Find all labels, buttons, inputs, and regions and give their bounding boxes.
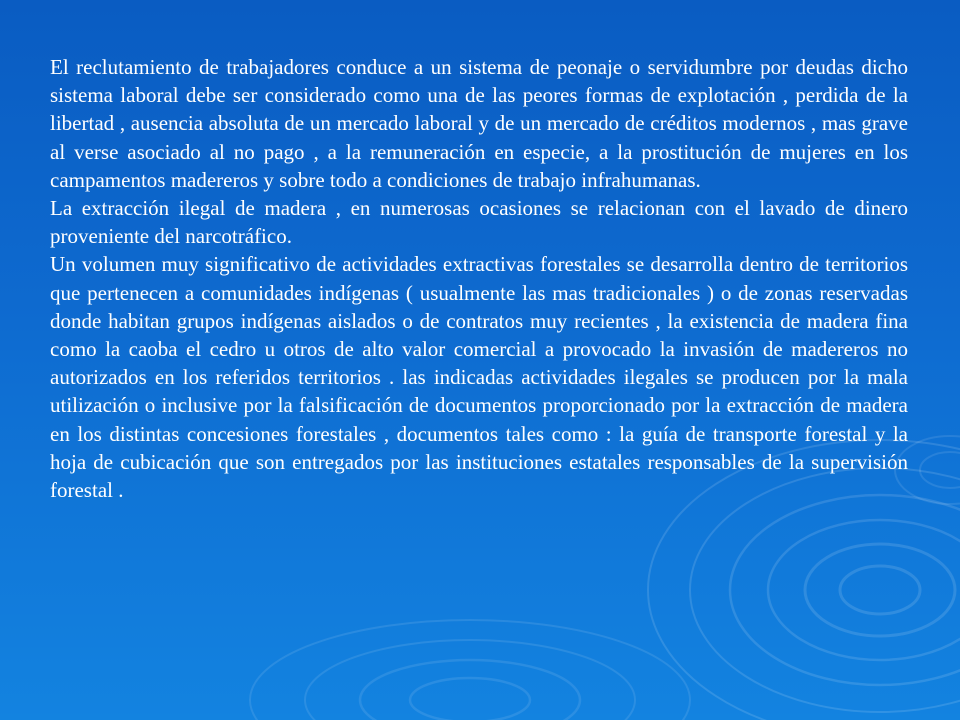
ripple-rings-center <box>250 620 690 720</box>
body-text <box>50 53 908 504</box>
paragraph-1: El reclutamiento de trabajadores conduce a un sistema de peonaje o servidumbre por deudas dicho sistema laboral debe ser considerado como una de las peores formas de explotación , perdida de la libertad , ausencia absoluta de un mercado laboral y de un mercado de créditos modernos , mas grave al verse asociado al no pago , a la remuneración en especie, a la prostitución de mujeres en los campamentos madereros y sobre todo a condiciones de trabajo infrahumanas. <box>50 55 908 192</box>
paragraph-2: La extracción ilegal de madera , en numerosas ocasiones se relacionan con el lavado de dinero proveniente del narcotráfico. <box>50 196 908 249</box>
paragraph-3: Un volumen muy significativo de actividades extractivas forestales se desarrolla dentro de territorios que pertenecen a comunidades indígenas ( usualmente las mas tradicionales ) o de zonas reservadas donde habitan grupos indígenas aislados o de contratos muy recientes , la existencia de madera fina como la caoba el cedro u otros de alto valor comercial a provocado la invasión de madereros no autorizados en los referidos territorios . las indicadas actividades ilegales se producen por la mala utilización o inclusive por la falsificación de documentos proporcionado por la extracción de madera en los distintas concesiones forestales , documentos tales como : la guía de transporte forestal y la hoja de cubicación que son entregados por las instituciones estatales responsables de la supervisión forestal . <box>50 252 908 503</box>
